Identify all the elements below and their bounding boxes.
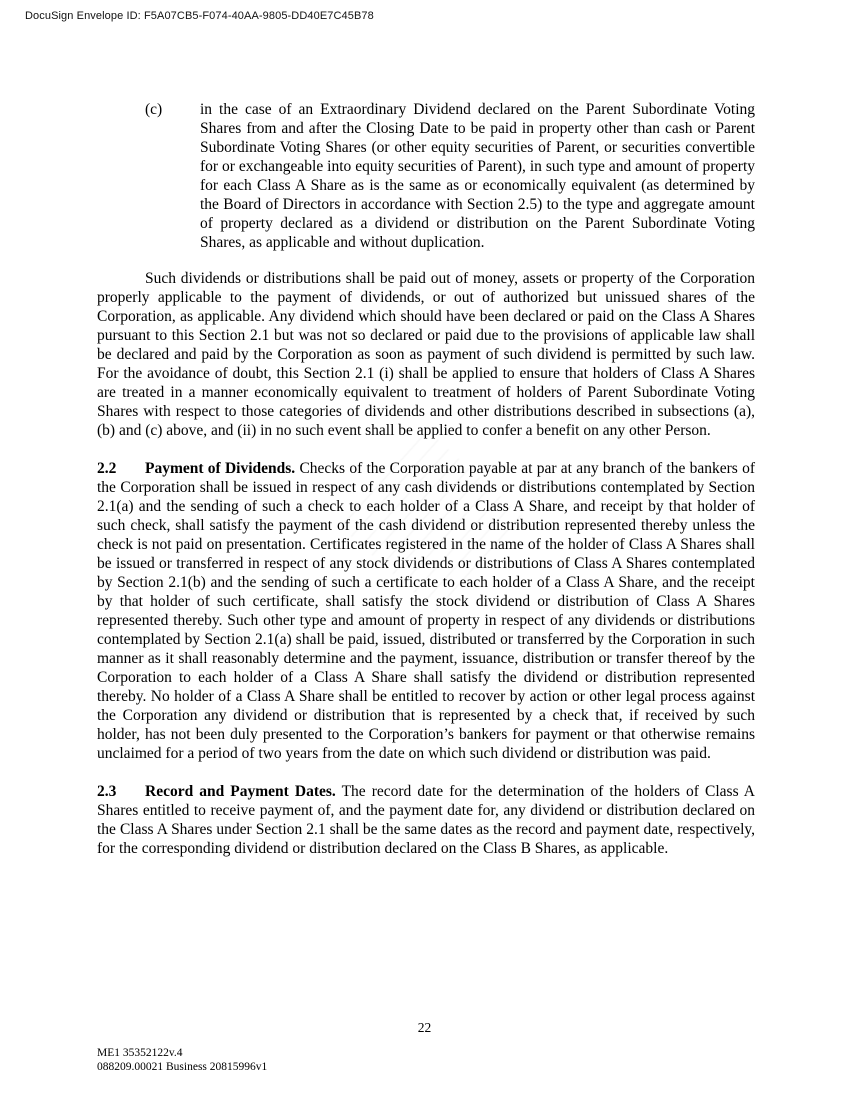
document-body <box>97 100 755 858</box>
clause-c-text: in the case of an Extraordinary Dividend declared on the Parent Subordinate Voting Shares from and after the Closing Date to be paid in property other than cash or Parent Subordinate Voting Shares (or other equity securities of Parent, or securities convertible for or exchangeable into equity securities of Parent), in such type and amount of property for each Class A Share as is the same as or economically equivalent (as determined by the Board of Directors in accordance with Section 2.5) to the type and aggregate amount of property declared as a dividend or distribution on the Parent Subordinate Voting Shares, as applicable and without duplication. <box>200 101 755 251</box>
section-2-2-number: 2.2 <box>97 460 117 477</box>
paragraph-dividends-distributions: Such dividends or distributions shall be paid out of money, assets or property of the Corporation properly applicable to the payment of dividends, or out of authorized but unissued shares of the Corporation, as applicable. Any dividend which should have been declared or paid on the Class A Shares pursuant to this Section 2.1 but was not so declared or paid due to the provisions of applicable law shall be declared and paid by the Corporation as soon as payment of such dividend is permitted by such law. For the avoidance of doubt, this Section 2.1 (i) shall be applied to ensure that holders of Class A Shares are treated in a manner economically equivalent to treatment of holders of Parent Subordinate Voting Shares with respect to those categories of dividends and other distributions described in subsections (a), (b) and (c) above, and (ii) in no such event shall be applied to confer a benefit on any other Person. <box>97 270 755 439</box>
footer-business-number: 088209.00021 Business 20815996v1 <box>97 1061 268 1073</box>
clause-c <box>145 100 755 252</box>
footer-matter-number: ME1 35352122v.4 <box>97 1047 183 1059</box>
docusign-envelope-id: DocuSign Envelope ID: F5A07CB5-F074-40AA-9805-DD40E7C45B78 <box>25 10 374 22</box>
clause-c-marker: (c) <box>145 101 163 118</box>
section-2-2-title: Payment of Dividends. <box>145 460 296 477</box>
page-number: 22 <box>417 1020 432 1035</box>
section-2-3-title: Record and Payment Dates. <box>145 783 336 800</box>
section-2-3-number: 2.3 <box>97 783 117 800</box>
section-2-2-text: Checks of the Corporation payable at par at any branch of the bankers of the Corporation shall be issued in respect of any cash dividends or distributions contemplated by Section 2.1(a) and the sending of such a check to each holder of a Class A Share, and receipt by that holder of such check, shall satisfy the payment of the cash dividend or distribution represented thereby unless the check is not paid on presentation. Certificates registered in the name of the holder of Class A Shares shall be issued or transferred in respect of any stock dividends or distributions of Class A Shares contemplated by Section 2.1(b) and the sending of such a certificate to each holder of a Class A Share, and the receipt by that holder of such certificate, shall satisfy the stock dividend or distribution of Class A Shares represented thereby. Such other type and amount of property in respect of any dividends or distributions contemplated by Section 2.1(a) shall be paid, issued, distributed or transferred by the Corporation in such manner as it shall reasonably determine and the payment, issuance, distribution or transfer thereof by the Corporation to each holder of a Class A Share shall satisfy the dividend or distribution represented thereby. No holder of a Class A Share shall be entitled to recover by action or other legal process against the Corporation any dividend or distribution that is represented by a check that, if received by such holder, has not been duly presented to the Corporation’s bankers for payment or that otherwise remains unclaimed for a period of two years from the date on which such dividend or distribution was paid. <box>97 460 755 762</box>
section-2-3-text: The record date for the determination of the holders of Class A Shares entitled to receive payment of, and the payment date for, any dividend or distribution declared on the Class A Shares under Section 2.1 shall be the same dates as the record and payment date, respectively, for the corresponding dividend or distribution declared on the Class B Shares, as applicable. <box>97 783 755 857</box>
section-2-3 <box>97 782 755 858</box>
document-footer <box>97 1046 267 1074</box>
section-2-2 <box>97 459 755 763</box>
